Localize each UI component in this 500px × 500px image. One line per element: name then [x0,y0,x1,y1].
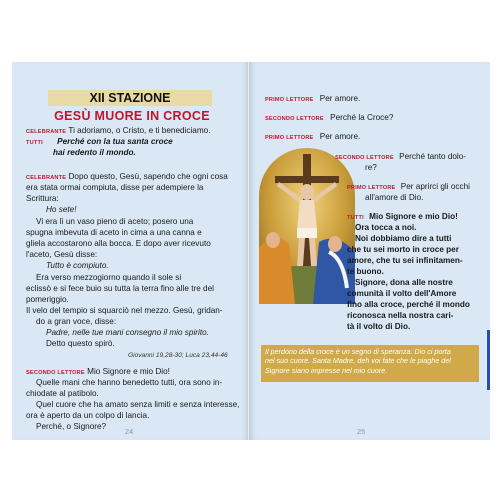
text-line: all'amore di Dio. [365,193,424,202]
text-line: era stata ormai compiuta, disse per adempiere la [26,183,204,192]
crucifixion-mosaic-image [259,148,355,304]
page-left [12,62,249,440]
text-line: eclissò e si fece buio su tutta la terra fino alle tre del [26,284,214,293]
text-line: Il velo del tempio si squarciò nel mezzo. Gesù, gridan- [26,306,223,315]
secondo-lettore-line-2: SECONDO LETTORE Perché tanto dolo- [335,152,467,161]
booklet-spread [12,62,490,440]
text-line: amore, che tu sei infinitamen- [347,256,463,265]
station-title: XII STAZIONE [48,90,212,106]
primo-lettore-line-2: PRIMO LETTORE Per amore. [265,132,361,141]
text-line: riconosca nella nostra cari- [347,311,454,320]
caption-line: Signore siano impresse nel mio cuore. [265,365,388,375]
text-line: gliela accostarono alla bocca. E dopo aver ricevuto [26,239,211,248]
page-number-left: 24 [125,427,134,436]
text-line: fino alla croce, perché il mondo [347,300,470,309]
text-line: Detto questo spirò. [46,339,115,348]
text-line: do a gran voce, disse: [36,317,117,326]
primo-lettore-line-1: PRIMO LETTORE Per amore. [265,94,361,103]
scripture-reference: Giovanni 19,28-30; Luca 23,44-46 [128,352,228,359]
primo-lettore-line-3: PRIMO LETTORE Per aprirci gli occhi [347,182,470,191]
tutti-line-2: hai redento il mondo. [53,148,136,157]
text-line: l'aceto, Gesù disse: [26,250,98,259]
role-label: SECONDO LETTORE [335,155,394,161]
text-line: spugna imbevuta di aceto in cima a una canna e [26,228,202,237]
role-label: TUTTI [26,140,43,146]
text-line: Scrittura: [26,194,59,203]
text-line: chiodate al patibolo. [26,389,99,398]
secondo-lettore-line-1: SECONDO LETTORE Perché la Croce? [265,113,394,122]
text-line: Quelle mani che hanno benedetto tutti, ora sono in- [36,378,223,387]
role-label: PRIMO LETTORE [265,97,314,103]
tutti-line-right: TUTTI Mio Signore e mio Dio! [347,212,458,221]
role-label: SECONDO LETTORE [265,116,324,122]
text-line: Noi dobbiamo dire a tutti [355,234,452,243]
text-line: Era verso mezzogiorno quando il sole si [36,273,182,282]
role-label: TUTTI [347,215,364,221]
text-line: pomeriggio. [26,295,69,304]
quote-line: Tutto è compiuto. [46,261,109,270]
celebrante-line-1: CELEBRANTE Ti adoriamo, o Cristo, e ti benediciamo. [26,126,211,135]
tutti-line: TUTTI Perché con la tua santa croce [26,137,173,146]
text-line: tà il volto di Dio. [347,322,411,331]
role-label: PRIMO LETTORE [347,185,396,191]
quote-line: Padre, nelle tue mani consegno il mio spirito. [46,328,209,337]
celebrante-line-2: CELEBRANTE Dopo questo, Gesù, sapendo che ogni cosa [26,172,228,181]
text-line: comunità il volto dell'Amore [347,289,457,298]
text-line: re? [365,163,377,172]
page-number-right: 25 [357,427,366,436]
role-label: SECONDO LETTORE [26,370,85,376]
text-line: te buono. [347,267,384,276]
text-line: Quel cuore che ha amato senza limiti e senza interesse, [36,400,240,409]
role-label: CELEBRANTE [26,175,67,181]
mosaic-illustration [259,148,355,304]
role-label: CELEBRANTE [26,129,67,135]
role-label: PRIMO LETTORE [265,135,314,141]
caption-line: Il perdono della croce è un segno di speranza: Dio ci porta [265,347,451,356]
quote-line: Ho sete! [46,205,77,214]
text-line: Perché, o Signore? [36,422,107,431]
page-edge-tab [487,330,490,390]
page-right [249,62,490,440]
secondo-lettore-line: SECONDO LETTORE Mio Signore e mio Dio! [26,367,170,376]
prayer-caption [261,345,479,382]
text-line: Vi era lì un vaso pieno di aceto; posero una [36,217,194,226]
station-subtitle: GESÙ MUORE IN CROCE [54,109,210,123]
text-line: ora è aperto da un colpo di lancia. [26,411,150,420]
text-line: Signore, dona alle nostre [355,278,453,287]
text-line: che tu sei morto in croce per [347,245,459,254]
caption-line: nel suo cuore. Santa Madre, deh voi fate che le piaghe del [265,356,451,366]
text-line: Ora tocca a noi. [355,223,417,232]
